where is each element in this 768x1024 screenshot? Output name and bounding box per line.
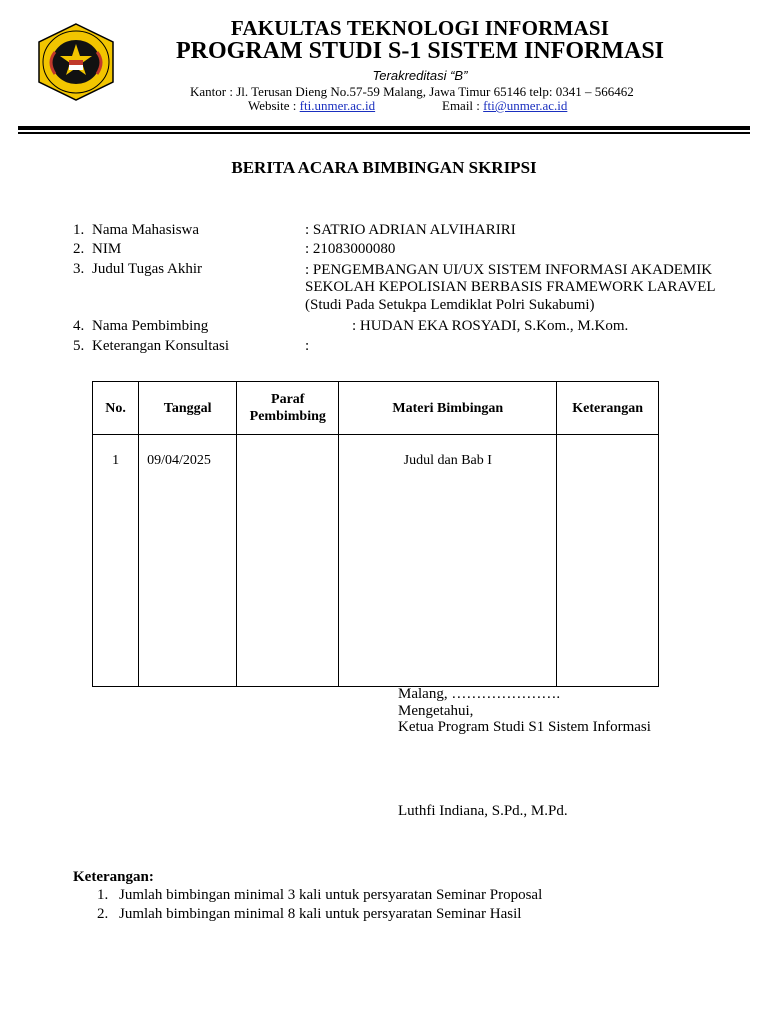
website-link[interactable]: fti.unmer.ac.id xyxy=(299,98,376,113)
table-row xyxy=(93,435,659,687)
header-tanggal: Tanggal xyxy=(139,382,237,435)
email-link[interactable]: fti@unmer.ac.id xyxy=(483,98,568,113)
acknowledged-label: Mengetahui, xyxy=(398,703,474,719)
header-paraf-line2: Pembimbing xyxy=(249,409,326,424)
website-label: Website : xyxy=(248,98,300,113)
field-4-num: 4. xyxy=(73,318,85,334)
cell-materi: Judul dan Bab I xyxy=(339,435,557,687)
field-1-value: : SATRIO ADRIAN ALVIHARIRI xyxy=(305,222,516,238)
field-5-num: 5. xyxy=(73,338,85,354)
cell-tanggal: 09/04/2025 xyxy=(139,435,237,687)
notes-heading: Keterangan: xyxy=(73,869,154,885)
field-3-value-line3: (Studi Pada Setukpa Lemdiklat Polri Sukabumi) xyxy=(305,297,595,313)
office-address: Kantor : Jl. Terusan Dieng No.57-59 Malang, Jawa Timur 65146 telp: 0341 – 566462 xyxy=(190,84,634,99)
field-5-label: Keterangan Konsultasi xyxy=(92,338,230,354)
signer-name: Luthfi Indiana, S.Pd., M.Pd. xyxy=(398,803,568,819)
website-line xyxy=(248,98,375,114)
header-paraf xyxy=(237,382,339,435)
cell-no: 1 xyxy=(93,435,139,687)
cell-paraf xyxy=(237,435,339,687)
note-1-num: 1. xyxy=(97,887,109,903)
header-keterangan: Keterangan xyxy=(557,382,659,435)
field-5-value: : xyxy=(305,338,310,354)
table-header-row xyxy=(93,382,659,435)
field-1-label: Nama Mahasiswa xyxy=(92,222,200,238)
program-name: PROGRAM STUDI S-1 SISTEM INFORMASI xyxy=(175,38,665,64)
field-2-label: NIM xyxy=(92,241,122,257)
field-1-num: 1. xyxy=(73,222,85,238)
guidance-table xyxy=(92,381,659,687)
accreditation: Terakreditasi “B” xyxy=(372,68,468,83)
field-3-label: Judul Tugas Akhir xyxy=(92,261,203,277)
email-label: Email : xyxy=(442,98,484,113)
header-rule-thick xyxy=(18,126,750,130)
cell-keterangan xyxy=(557,435,659,687)
document-title: BERITA ACARA BIMBINGAN SKRIPSI xyxy=(231,158,537,177)
email-line xyxy=(442,98,567,114)
field-3-num: 3. xyxy=(73,261,85,277)
header-no: No. xyxy=(93,382,139,435)
note-1-text: Jumlah bimbingan minimal 3 kali untuk persyaratan Seminar Proposal xyxy=(119,887,543,903)
note-2-text: Jumlah bimbingan minimal 8 kali untuk persyaratan Seminar Hasil xyxy=(119,906,522,922)
place-date: Malang, …………………. xyxy=(398,686,561,702)
header-materi: Materi Bimbingan xyxy=(339,382,557,435)
field-3-value-line2: SEKOLAH KEPOLISIAN BERBASIS FRAMEWORK LARAVEL xyxy=(305,279,716,295)
field-2-num: 2. xyxy=(73,241,85,257)
field-4-label: Nama Pembimbing xyxy=(92,318,209,334)
field-3-value: : PENGEMBANGAN UI/UX SISTEM INFORMASI AKADEMIK xyxy=(305,262,713,278)
field-2-value: : 21083000080 xyxy=(305,241,396,257)
faculty-name: FAKULTAS TEKNOLOGI INFORMASI xyxy=(230,16,610,40)
field-4-value: : HUDAN EKA ROSYADI, S.Kom., M.Kom. xyxy=(352,318,629,334)
header-rule-thin xyxy=(18,132,750,134)
header-paraf-line1: Paraf xyxy=(271,392,305,407)
signer-position: Ketua Program Studi S1 Sistem Informasi xyxy=(398,719,651,735)
note-2-num: 2. xyxy=(97,906,109,922)
